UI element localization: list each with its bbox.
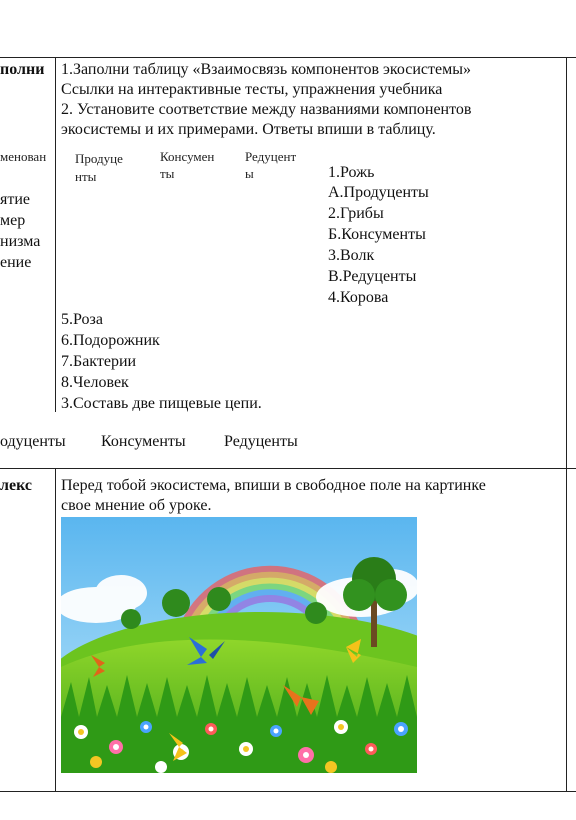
match-item: В.Редуценты [328,268,417,285]
left-fragment: ение [0,254,32,271]
task3: 3.Составь две пищевые цепи. [61,395,262,412]
match-item: 1.Рожь [328,164,375,181]
table-bottom-border [0,791,576,792]
row1-left-label: полни [0,61,45,78]
row2-left-label: лекс [0,477,32,494]
row2-text-line1: Перед тобой экосистема, впиши в свободное поле на картинке [61,477,486,494]
left-fragment: низма [0,233,41,250]
match-item: 4.Корова [328,289,389,306]
bottom-label-consumers: Консументы [101,433,186,450]
column-divider [55,57,56,412]
header-reducers-1: Редуцент [245,149,297,164]
column-divider-lower [55,468,56,791]
task2-line1: 2. Установите соответствие между названиями компонентов [61,101,472,118]
right-border [566,57,567,791]
header-producers-1: Продуце [75,151,123,166]
more-item: 5.Роза [61,311,103,328]
more-item: 7.Бактерии [61,353,137,370]
header-producers-2: нты [75,169,97,184]
ecosystem-illustration [61,517,417,773]
left-fragment: мер [0,212,26,229]
match-item: 3.Волк [328,247,375,264]
task1-links: Ссылки на интерактивные тесты, упражнения учебника [61,81,443,98]
landscape-icon [61,517,417,773]
match-item: 2.Грибы [328,205,384,222]
bottom-label-producers: одуценты [0,433,66,450]
left-fragment: ятие [0,191,31,208]
bottom-label-reducers: Редуценты [224,433,298,450]
more-item: 8.Человек [61,374,129,391]
header-consumers-2: ты [160,166,175,181]
task2-line2: экосистемы и их примерами. Ответы впиши в таблицу. [61,121,436,138]
left-fragment: менован [0,149,47,164]
row2-text-line2: свое мнение об уроке. [61,497,212,514]
table-row-divider [0,468,576,469]
table-top-border [0,57,576,58]
header-consumers-1: Консумен [160,149,215,164]
match-item: А.Продуценты [328,184,429,201]
header-reducers-2: ы [245,166,254,181]
more-item: 6.Подорожник [61,332,160,349]
task1-title: 1.Заполни таблицу «Взаимосвязь компонентов экосистемы» [61,61,471,78]
match-item: Б.Консументы [328,226,426,243]
